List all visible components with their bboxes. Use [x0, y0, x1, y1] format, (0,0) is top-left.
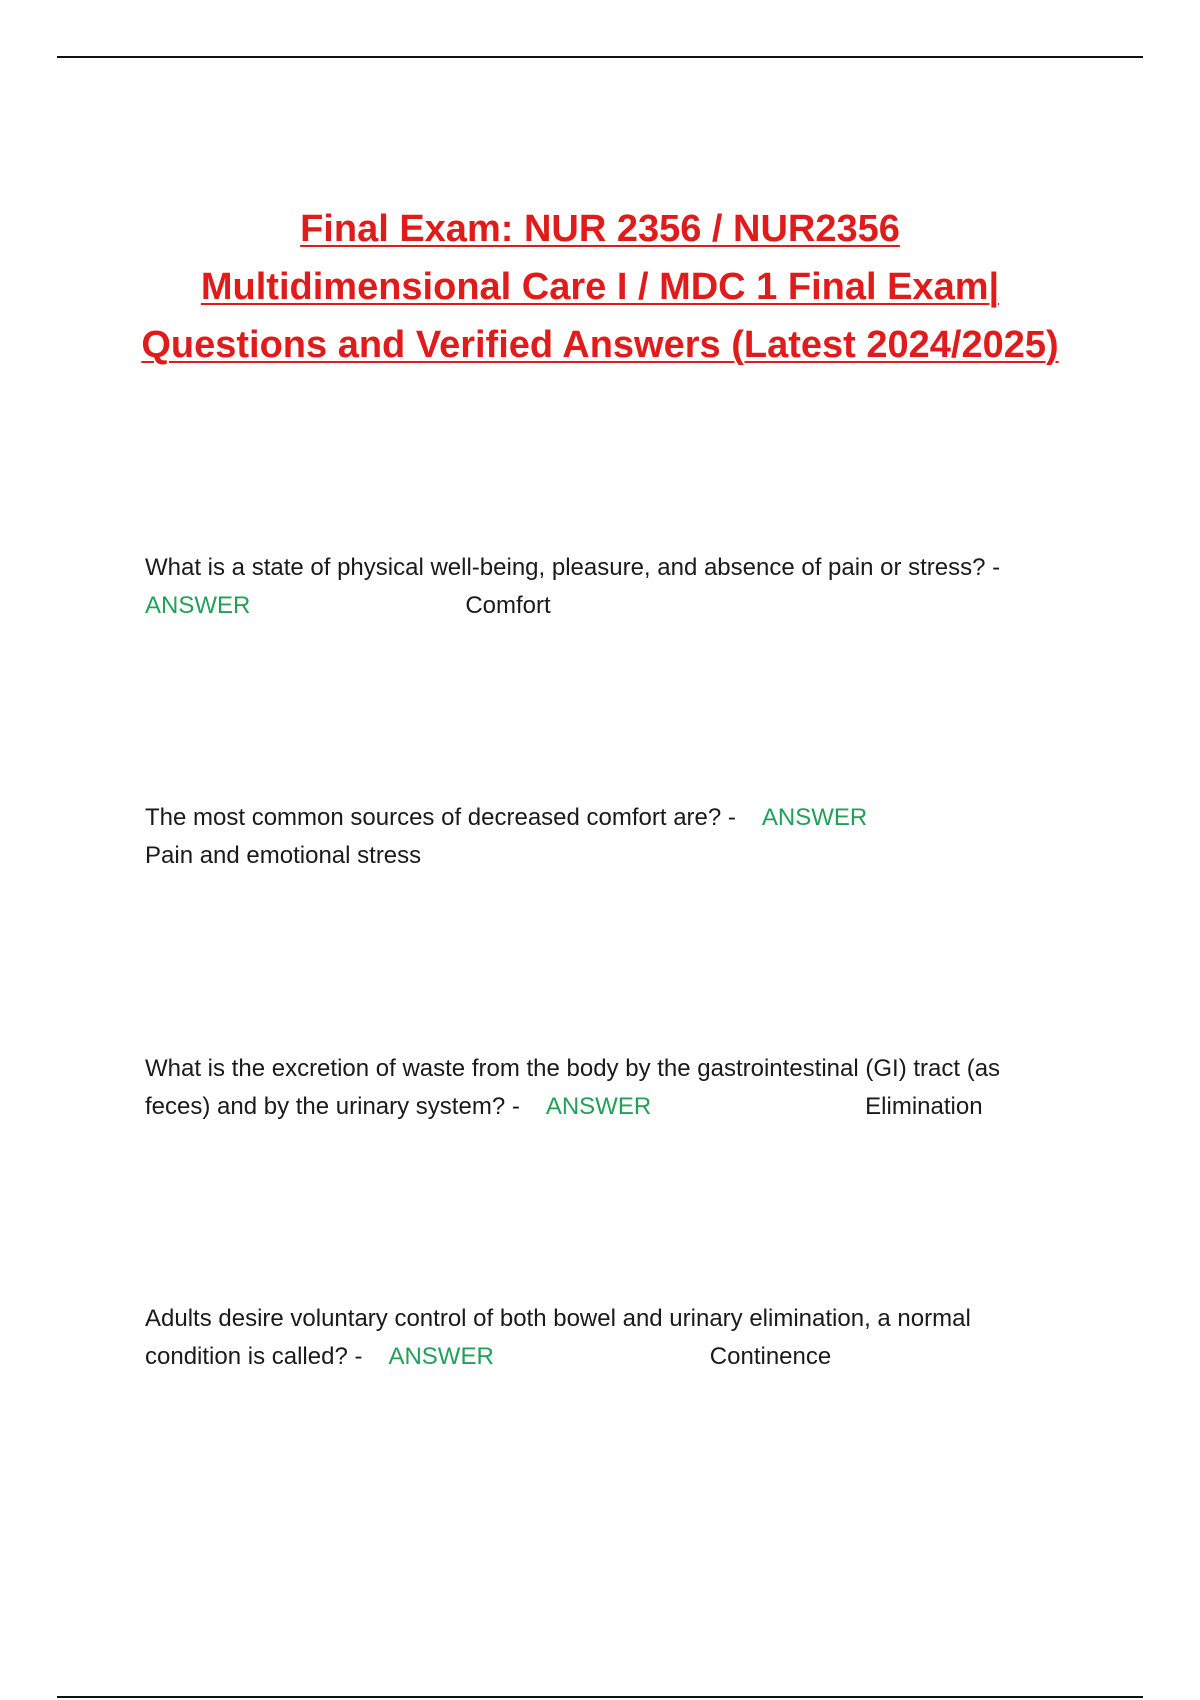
bottom-rule [57, 1696, 1143, 1698]
answer-label: ANSWER [145, 592, 251, 619]
qa-item-2 [145, 799, 1085, 875]
answer-label: ANSWER [545, 1093, 652, 1120]
answer-text: Pain and emotional stress [145, 842, 422, 869]
title-line-3: Questions and Verified Answers (Latest 2024/2025) [141, 324, 1059, 366]
answer-label: ANSWER [761, 804, 868, 831]
qa-item-4 [145, 1300, 1085, 1376]
document-title [100, 200, 1100, 374]
title-line-2: Multidimensional Care I / MDC 1 Final Exam| [200, 266, 1000, 308]
qa-item-1 [145, 549, 1085, 625]
answer-text: Elimination [865, 1093, 983, 1120]
question-text: What is a state of physical well-being, pleasure, and absence of pain or stress? - [145, 554, 1001, 581]
title-line-1: Final Exam: NUR 2356 / NUR2356 [300, 208, 900, 250]
question-text-line-1: Adults desire voluntary control of both bowel and urinary elimination, a normal [145, 1305, 971, 1332]
answer-text: Continence [709, 1343, 832, 1370]
answer-text: Comfort [465, 592, 551, 619]
qa-item-3 [145, 1050, 1085, 1126]
question-text-line-1: What is the excretion of waste from the body by the gastrointestinal (GI) tract (as [145, 1055, 1001, 1082]
question-text-line-2: condition is called? - [145, 1343, 363, 1370]
question-text: The most common sources of decreased comfort are? - [145, 804, 736, 831]
top-rule [57, 56, 1143, 58]
answer-label: ANSWER [388, 1343, 494, 1370]
question-text-line-2: feces) and by the urinary system? - [145, 1093, 520, 1120]
